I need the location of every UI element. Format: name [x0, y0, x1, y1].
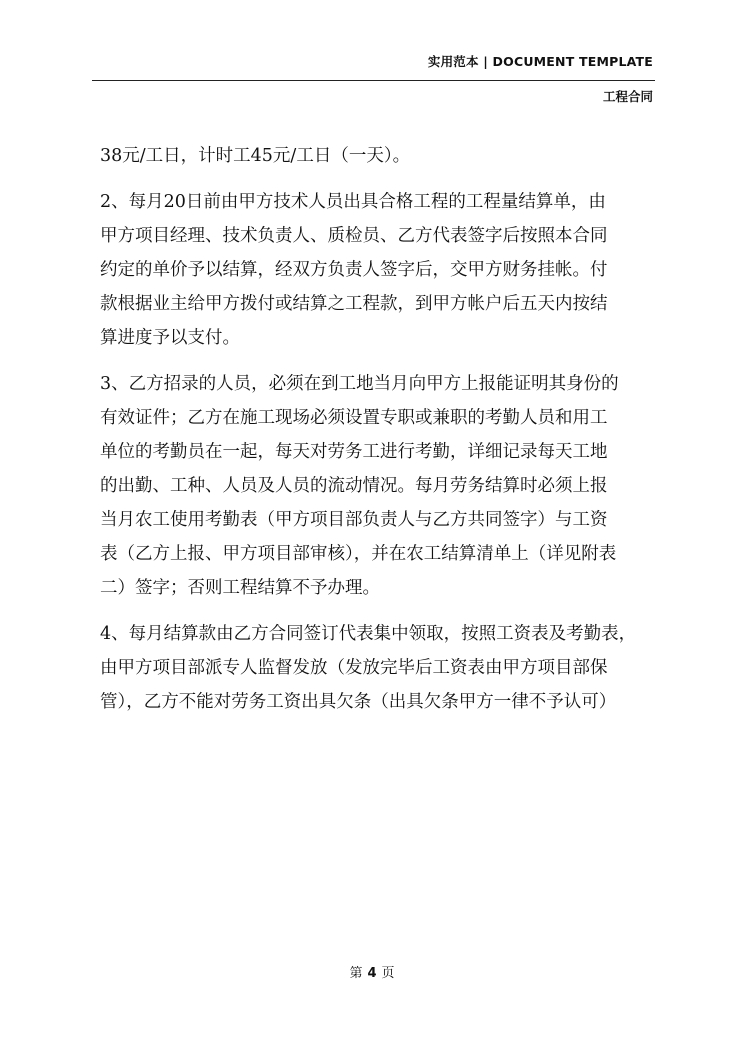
- text-line: 算进度予以支付。: [100, 328, 240, 348]
- text-line: 管），乙方不能对劳务工资出具欠条（出具欠条甲方一律不予认可）: [100, 692, 617, 712]
- text-line: 有效证件；乙方在施工现场必须设置专职或兼职的考勤人员和用工: [100, 408, 608, 428]
- header-subtitle: 工程合同: [602, 89, 653, 104]
- page-suffix: 页: [381, 966, 395, 981]
- paragraph-2: [100, 185, 660, 355]
- text-line: 3、乙方招录的人员，必须在到工地当月向甲方上报能证明其身份的: [100, 374, 619, 394]
- text-line: 款根据业主给甲方拨付或结算之工程款，到甲方帐户后五天内按结: [100, 294, 608, 314]
- text-line: 38元/工日，计时工45元/工日（一天）。: [100, 146, 411, 166]
- header-divider: [92, 80, 655, 81]
- header-title: 实用范本 | DOCUMENT TEMPLATE: [427, 54, 653, 69]
- text-line: 4、每月结算款由乙方合同签订代表集中领取，按照工资表及考勤表，: [100, 624, 637, 644]
- paragraph-4: [100, 617, 660, 719]
- text-line: 二）签字；否则工程结算不予办理。: [100, 578, 380, 598]
- text-line: 表（乙方上报、甲方项目部审核），并在农工结算清单上（详见附表: [100, 544, 617, 564]
- text-line: 2、每月20日前由甲方技术人员出具合格工程的工程量结算单，由: [100, 192, 606, 212]
- page-footer: [0, 962, 744, 981]
- text-line: 当月农工使用考勤表（甲方项目部负责人与乙方共同签字）与工资: [100, 510, 608, 530]
- text-line: 甲方项目经理、技术负责人、质检员、乙方代表签字后按照本合同: [100, 226, 608, 246]
- document-body: [100, 139, 660, 719]
- page-prefix: 第: [349, 966, 363, 981]
- paragraph-3: [100, 367, 660, 605]
- text-line: 单位的考勤员在一起，每天对劳务工进行考勤，详细记录每天工地: [100, 442, 608, 462]
- text-line: 约定的单价予以结算，经双方负责人签字后，交甲方财务挂帐。付: [100, 260, 608, 280]
- paragraph-1: [100, 139, 660, 173]
- text-line: 由甲方项目部派专人监督发放（发放完毕后工资表由甲方项目部保: [100, 658, 608, 678]
- text-line: 的出勤、工种、人员及人员的流动情况。每月劳务结算时必须上报: [100, 476, 608, 496]
- page-number: 4: [367, 966, 377, 981]
